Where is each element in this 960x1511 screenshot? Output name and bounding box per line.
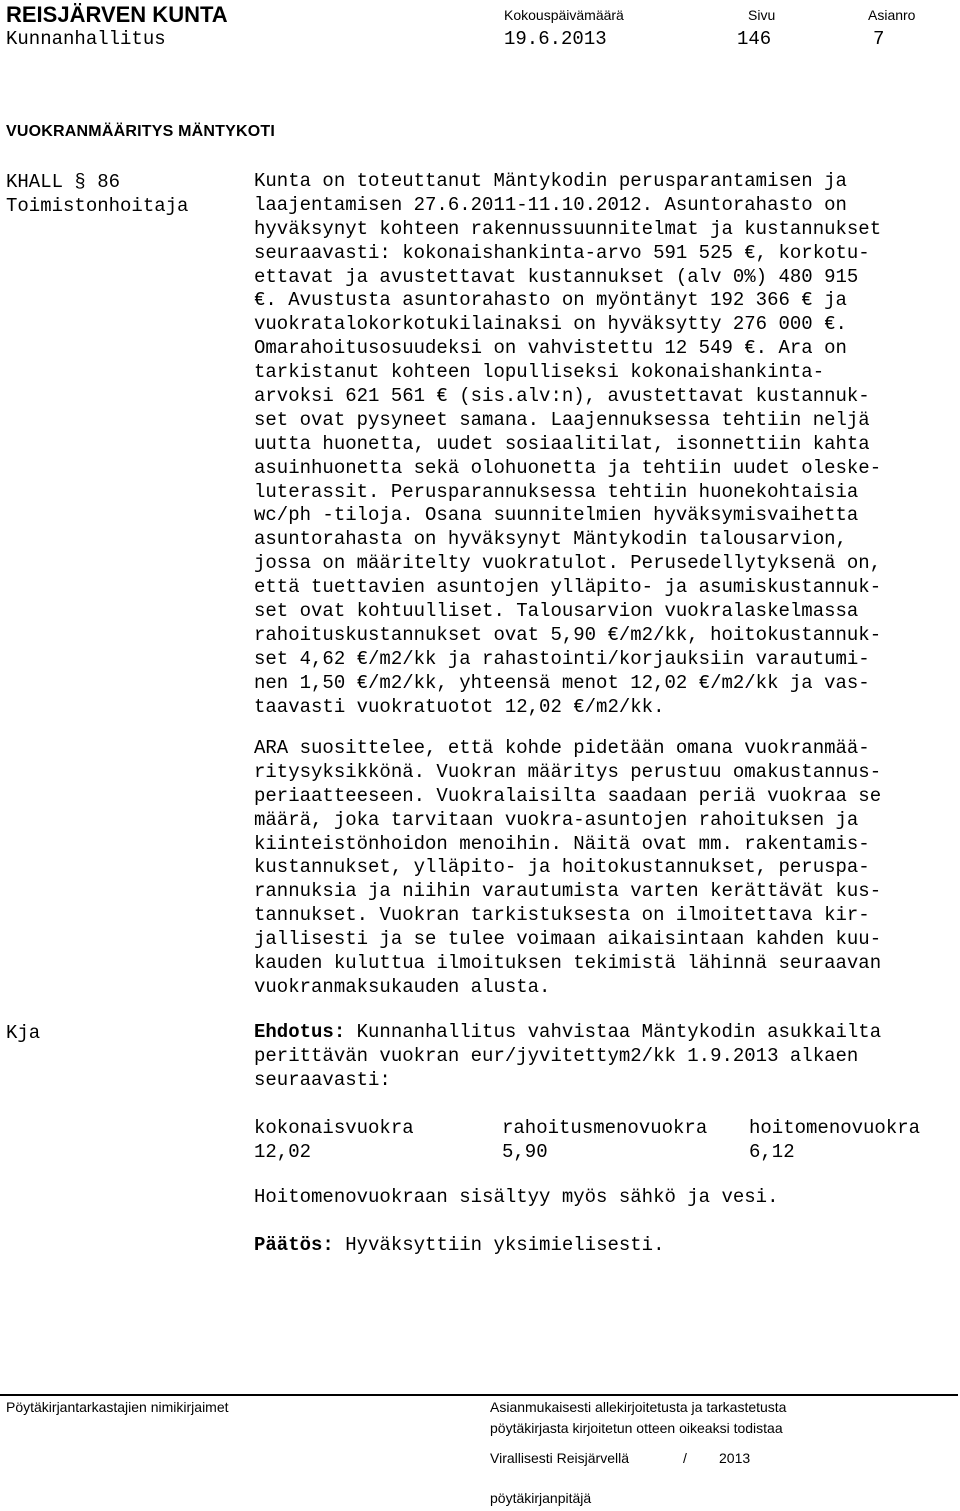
organization-name: REISJÄRVEN KUNTA bbox=[6, 2, 228, 27]
rent-value: 6,12 bbox=[749, 1141, 795, 1163]
text-line: set ovat pysyneet samana. Laajennuksessa tehtiin neljä bbox=[254, 408, 870, 431]
footer-signers-label: Pöytäkirjantarkastajien nimikirjaimet bbox=[6, 1399, 229, 1415]
text-line: tannukset. Vuokran tarkistuksesta on ilmoitettava kir- bbox=[254, 904, 870, 927]
page-number: 146 bbox=[737, 28, 772, 50]
text-line: hyväksynyt kohteen rakennussuunnitelmat ja kustannukset bbox=[254, 217, 882, 240]
text-line: rahoituskustannukset ovat 5,90 €/m2/kk, hoitokustannuk- bbox=[254, 623, 882, 646]
text-line: luterassit. Perusparannuksessa tehtiin huonekohtaisia bbox=[254, 480, 859, 503]
text-line: määrä, joka tarvitaan vuokra-asuntojen rahoituksen ja bbox=[254, 808, 859, 831]
text-line: €. Avustusta asuntorahasto on myöntänyt 192 366 € ja bbox=[254, 289, 847, 312]
footer-divider bbox=[0, 1394, 958, 1396]
case-number: 7 bbox=[873, 28, 885, 50]
text-line: set ovat kohtuulliset. Talousarvion vuokralaskelmassa bbox=[254, 600, 859, 623]
rent-column-total bbox=[254, 1116, 414, 1164]
section-reference: KHALL § 86 bbox=[6, 171, 121, 193]
text-line: seuraavasti: kokonaishankinta-arvo 591 525 €, korkotu- bbox=[254, 241, 870, 264]
text-line: Omarahoitusosuudeksi on vahvistettu 12 549 €. Ara on bbox=[254, 337, 847, 360]
text-line: set 4,62 €/m2/kk ja rahastointi/korjauksiin varautumi- bbox=[254, 647, 870, 670]
text-line: ARA suosittelee, että kohde pidetään omana vuokranmää- bbox=[254, 737, 870, 759]
footer-year: 2013 bbox=[719, 1450, 751, 1466]
footer-verified-line-2: pöytäkirjasta kirjoitetun otteen oikeaksi todistaa bbox=[490, 1420, 783, 1436]
footer-keeper: pöytäkirjanpitäjä bbox=[490, 1490, 592, 1506]
rent-label: rahoitusmenovuokra bbox=[502, 1117, 708, 1139]
text-line: jallisesti ja se tulee voimaan aikaisintaan kahden kuu- bbox=[254, 928, 882, 951]
rent-label: hoitomenovuokra bbox=[749, 1117, 921, 1139]
rent-value: 5,90 bbox=[502, 1141, 548, 1163]
decision-text: Hyväksyttiin yksimielisesti. bbox=[333, 1234, 665, 1256]
text-line: kiinteistönhoidon menoihin. Näitä ovat mm. rakentamis- bbox=[254, 832, 870, 855]
text-line: jossa on määritelty vuokratulot. Perusedellytyksenä on, bbox=[254, 552, 882, 575]
text-line: taavasti vuokratuotot 12,02 €/m2/kk. bbox=[254, 695, 665, 718]
section-author: Toimistonhoitaja bbox=[6, 195, 189, 217]
footer-slash: / bbox=[683, 1450, 687, 1466]
text-line: arvoksi 621 561 € (sis.alv:n), avustettavat kustannuk- bbox=[254, 385, 870, 408]
meeting-body: Kunnanhallitus bbox=[6, 28, 166, 50]
proposal-line bbox=[254, 1021, 881, 1045]
text-line: asuntorahasta on hyväksynyt Mäntykodin talousarvion, bbox=[254, 528, 847, 551]
paragraph-ara-recommendation bbox=[254, 737, 881, 1000]
text-line: tarkistanut kohteen lopulliseksi kokonaishankinta- bbox=[254, 361, 825, 384]
text-line: ritysyksikkönä. Vuokran määritys perustuu omakustannus- bbox=[254, 760, 882, 783]
text-line: periaatteeseen. Vuokralaisilta saadaan periä vuokraa se bbox=[254, 784, 882, 807]
proposal-line: perittävän vuokran eur/jyvitettym2/kk 1.9.2013 alkaen bbox=[254, 1044, 859, 1067]
decision bbox=[254, 1234, 664, 1256]
text-line: kustannukset, ylläpito- ja hoitokustannukset, peruspa- bbox=[254, 856, 870, 879]
text-line: että tuettavien asuntojen ylläpito- ja asumiskustannuk- bbox=[254, 576, 882, 599]
text-line: laajentamisen 27.6.2011-11.10.2012. Asuntorahasto on bbox=[254, 193, 847, 216]
proposal-text: Kunnanhallitus vahvistaa Mäntykodin asukkailta bbox=[345, 1021, 882, 1043]
proposal-line: seuraavasti: bbox=[254, 1068, 391, 1091]
text-line: wc/ph -tiloja. Osana suunnitelmien hyväksymisvaihetta bbox=[254, 504, 859, 527]
proposal-label: Ehdotus: bbox=[254, 1021, 346, 1043]
text-line: kauden kuluttua ilmoituksen tekimistä lähinnä seuraavan bbox=[254, 952, 882, 975]
meeting-date-label: Kokouspäivämäärä bbox=[504, 7, 624, 23]
proposal-reference: Kja bbox=[6, 1022, 41, 1044]
page-label: Sivu bbox=[748, 7, 776, 23]
rent-column-maintenance bbox=[749, 1116, 920, 1164]
decision-label: Päätös: bbox=[254, 1234, 334, 1256]
text-line: nen 1,50 €/m2/kk, yhteensä menot 12,02 €/m2/kk ja vas- bbox=[254, 671, 870, 694]
meeting-date: 19.6.2013 bbox=[504, 28, 607, 50]
text-line: rannuksia ja niihin varautumista varten kerättävät kus- bbox=[254, 880, 882, 903]
text-line: ettavat ja avustettavat kustannukset (alv 0%) 480 915 bbox=[254, 265, 859, 288]
case-label: Asianro bbox=[868, 7, 916, 23]
text-line: uutta huonetta, uudet sosiaalitilat, isonnettiin kahta bbox=[254, 432, 870, 455]
text-line: asuinhuonetta sekä olohuonetta ja tehtiin uudet oleske- bbox=[254, 456, 882, 479]
footer-place: Virallisesti Reisjärvellä bbox=[490, 1450, 630, 1466]
document-title: VUOKRANMÄÄRITYS MÄNTYKOTI bbox=[6, 123, 275, 140]
text-line: vuokranmaksukauden alusta. bbox=[254, 975, 551, 998]
rent-note: Hoitomenovuokraan sisältyy myös sähkö ja vesi. bbox=[254, 1186, 779, 1208]
paragraph-background bbox=[254, 170, 881, 719]
footer-verified-line-1: Asianmukaisesti allekirjoitetusta ja tarkastetusta bbox=[490, 1399, 787, 1415]
proposal-block bbox=[254, 1021, 881, 1093]
text-line: vuokratalokorkotukilainaksi on hyväksytty 276 000 €. bbox=[254, 313, 847, 336]
rent-label: kokonaisvuokra bbox=[254, 1117, 414, 1139]
rent-column-financing bbox=[502, 1116, 707, 1164]
rent-value: 12,02 bbox=[254, 1141, 312, 1163]
text-line: Kunta on toteuttanut Mäntykodin perusparantamisen ja bbox=[254, 170, 847, 192]
